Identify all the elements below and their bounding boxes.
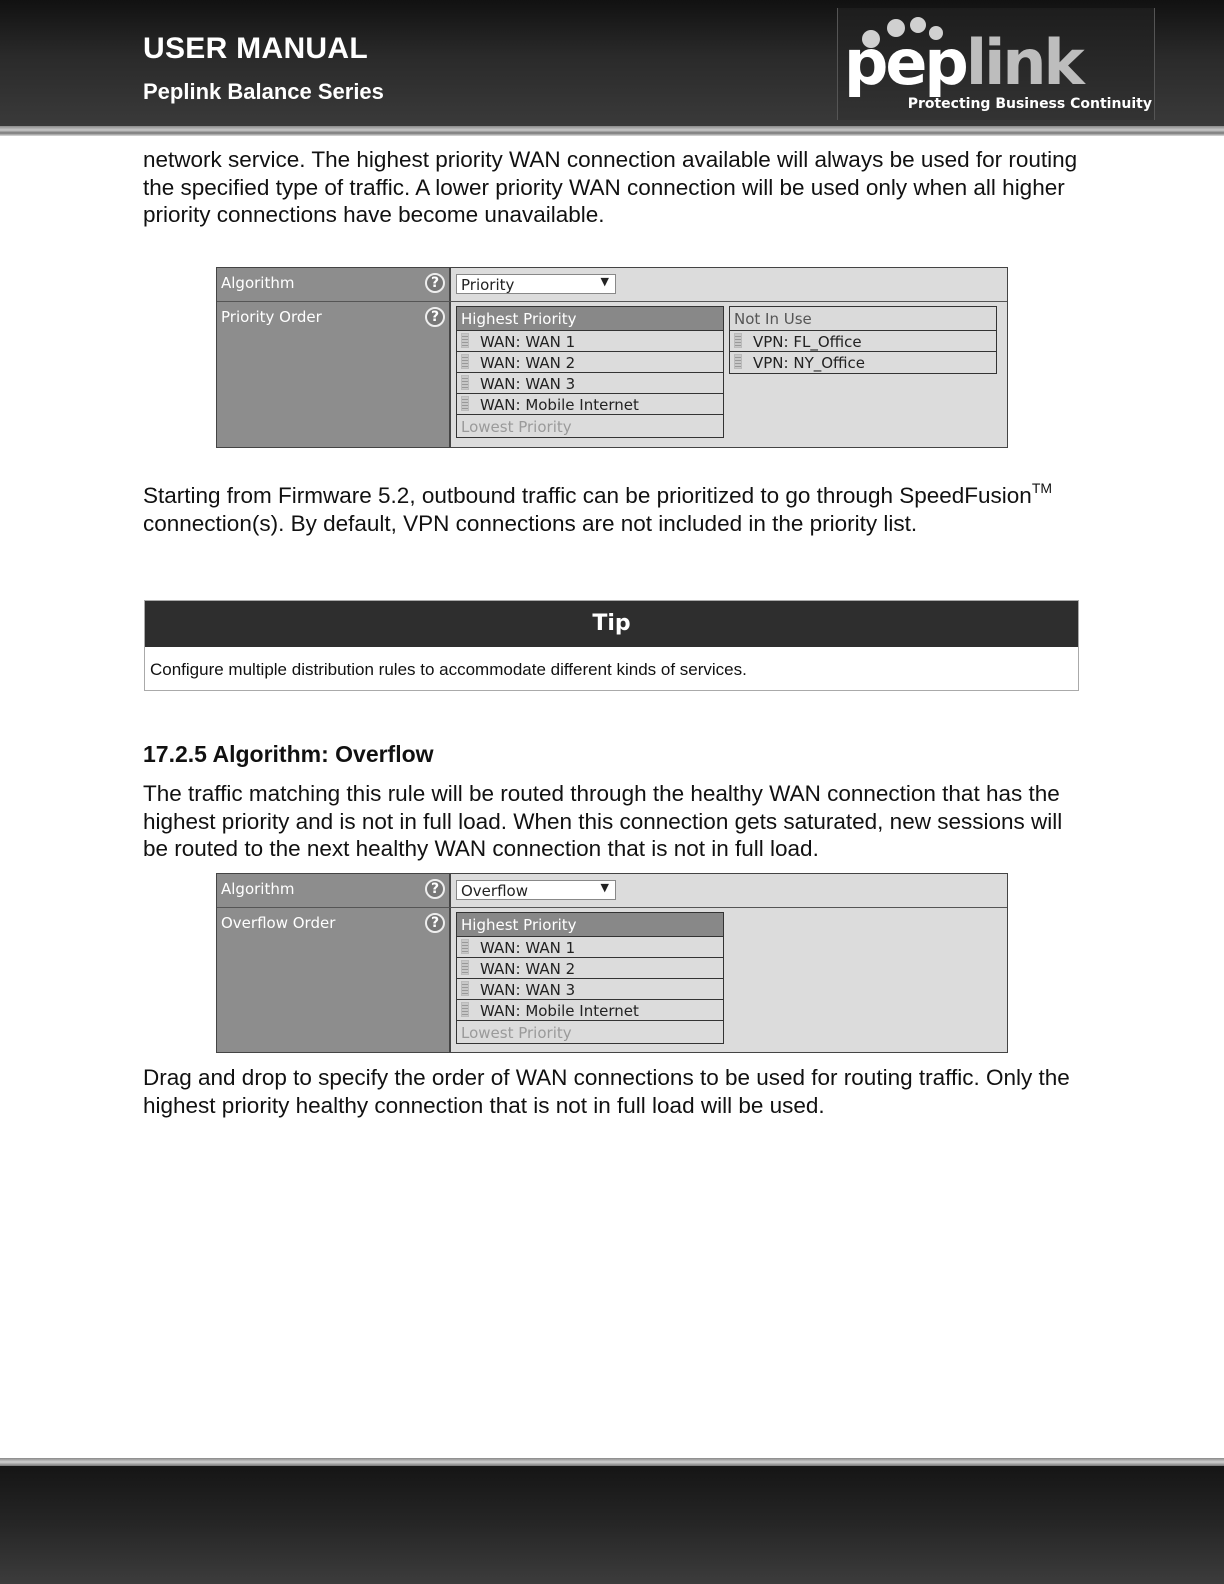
page-header	[0, 0, 1224, 126]
list-header-highest: Highest Priority	[457, 913, 723, 937]
list-item[interactable]: VPN: NY_Office	[730, 352, 996, 373]
list-footer-lowest: Lowest Priority	[461, 418, 572, 436]
logo-wordmark: peplink	[844, 26, 1082, 99]
help-icon[interactable]: ?	[425, 913, 445, 933]
overflow-list	[456, 912, 724, 1044]
intro-paragraph: network service. The highest priority WAN connection available will always be used for routing the specified type of traffic. A lower priority WAN connection will be used only when all higher priority connections have become unavailable.	[143, 147, 1078, 227]
footer-divider	[0, 1458, 1224, 1466]
header-divider	[0, 126, 1224, 136]
list-item[interactable]: VPN: FL_Office	[730, 331, 996, 352]
algorithm-label: Algorithm ?	[217, 874, 451, 907]
logo-tagline: Protecting Business Continuity	[907, 96, 1152, 112]
tip-heading: Tip	[145, 601, 1078, 647]
list-item[interactable]: WAN: WAN 3	[457, 979, 723, 1000]
drag-handle-icon[interactable]	[461, 333, 469, 348]
help-icon[interactable]: ?	[425, 879, 445, 899]
help-icon[interactable]: ?	[425, 307, 445, 327]
list-footer-lowest: Lowest Priority	[461, 1024, 572, 1042]
dropdown-arrow-icon: ▼	[600, 881, 609, 894]
drag-handle-icon[interactable]	[461, 939, 469, 954]
list-item[interactable]: WAN: WAN 3	[457, 373, 723, 394]
overflow-paragraph: The traffic matching this rule will be routed through the healthy WAN connection that has the highest priority and is not in full load. When this connection gets saturated, new sessions will be routed to the next healthy WAN connection that is not in full load.	[143, 781, 1063, 861]
priority-order-label: Priority Order ?	[217, 302, 451, 447]
algorithm-select[interactable]: Overflow ▼	[456, 880, 616, 900]
drag-handle-icon[interactable]	[461, 960, 469, 975]
tip-box	[144, 600, 1079, 691]
list-item[interactable]: WAN: WAN 1	[457, 331, 723, 352]
peplink-logo	[837, 8, 1155, 120]
algorithm-row	[217, 874, 1007, 908]
list-header-highest: Highest Priority	[457, 307, 723, 331]
tip-body: Configure multiple distribution rules to accommodate different kinds of services.	[150, 660, 747, 679]
list-header-not-in-use: Not In Use	[730, 307, 996, 331]
drag-handle-icon[interactable]	[461, 354, 469, 369]
drag-handle-icon[interactable]	[461, 375, 469, 390]
list-item[interactable]: WAN: WAN 2	[457, 958, 723, 979]
not-in-use-list	[729, 306, 997, 374]
list-item[interactable]: WAN: Mobile Internet	[457, 394, 723, 415]
algorithm-label: Algorithm ?	[217, 268, 451, 301]
priority-order-row	[217, 302, 1007, 447]
page-footer	[0, 1466, 1224, 1584]
algorithm-row	[217, 268, 1007, 302]
drag-handle-icon[interactable]	[461, 1002, 469, 1017]
firmware-paragraph: Starting from Firmware 5.2, outbound traffic can be prioritized to go through SpeedFusion™ connection(s). By default, VPN connections are not included in the priority list.	[143, 480, 1053, 536]
manual-subtitle: Peplink Balance Series	[143, 79, 384, 104]
drag-handle-icon[interactable]	[461, 396, 469, 411]
priority-list	[456, 306, 724, 438]
algorithm-select[interactable]: Priority ▼	[456, 274, 616, 294]
list-item[interactable]: WAN: Mobile Internet	[457, 1000, 723, 1021]
priority-settings-panel	[216, 267, 1008, 448]
list-item[interactable]: WAN: WAN 1	[457, 937, 723, 958]
dropdown-arrow-icon: ▼	[600, 275, 609, 288]
list-item[interactable]: WAN: WAN 2	[457, 352, 723, 373]
drag-handle-icon[interactable]	[734, 354, 742, 369]
overflow-order-label: Overflow Order ?	[217, 908, 451, 1052]
overflow-order-row	[217, 908, 1007, 1052]
overflow-settings-panel	[216, 873, 1008, 1053]
section-heading: 17.2.5 Algorithm: Overflow	[143, 741, 434, 767]
drag-handle-icon[interactable]	[734, 333, 742, 348]
manual-title: USER MANUAL	[143, 32, 368, 65]
closing-paragraph: Drag and drop to specify the order of WAN connections to be used for routing traffic. Only the highest priority healthy connection that is not in full load will be used.	[143, 1065, 1070, 1118]
help-icon[interactable]: ?	[425, 273, 445, 293]
drag-handle-icon[interactable]	[461, 981, 469, 996]
